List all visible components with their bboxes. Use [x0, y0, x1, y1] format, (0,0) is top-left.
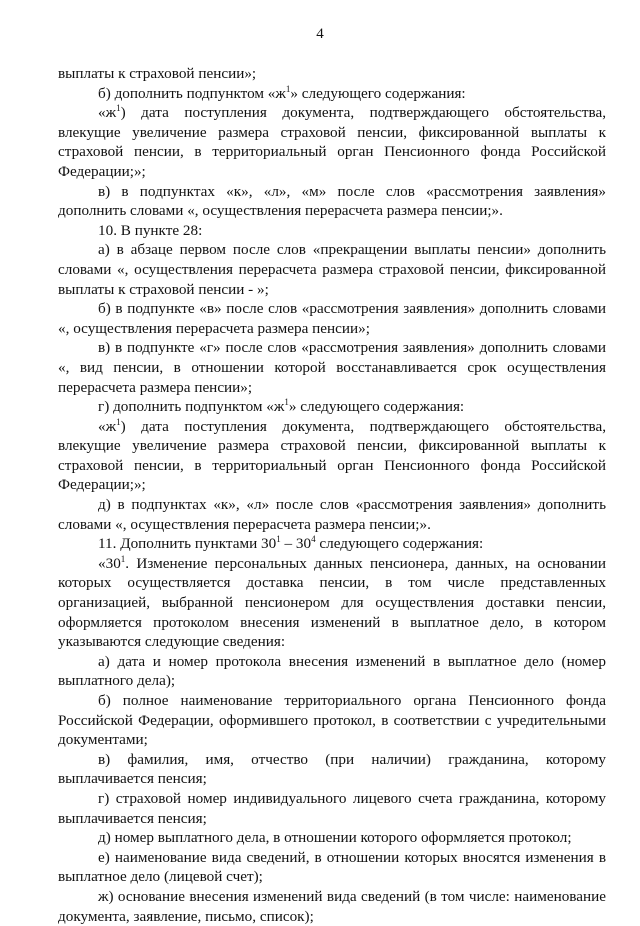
paragraph: в) в подпунктах «к», «л», «м» после слов «рассмотрения заявления» дополнить словами «, осуществления перерасчета размера пенсии;». — [58, 182, 606, 220]
paragraph: д) номер выплатного дела, в отношении которого оформляется протокол; — [98, 829, 572, 847]
document-body — [58, 64, 606, 926]
paragraph: в) фамилия, имя, отчество (при наличии) гражданина, которому выплачивается пенсия; — [58, 750, 606, 788]
paragraph: б) в подпункте «в» после слов «рассмотрения заявления» дополнить словами «, осуществления перерасчета размера пенсии»; — [58, 300, 606, 337]
paragraph: е) наименование вида сведений, в отношении которых вносятся изменения в выплатное дело (лицевой счет); — [58, 848, 606, 886]
paragraph: выплаты к страховой пенсии»; — [58, 65, 257, 82]
paragraph: б) полное наименование территориального органа Пенсионного фонда Российской Федерации, оформившего протокол, в соответствии с учредительными документами; — [58, 692, 606, 749]
paragraph: «$ж^1$) дата поступления документа, подтверждающего обстоятельства, влекущие увеличение размера страховой пенсии, фиксированной выплаты к страховой пенсии, в территориальный орган Пенсионного фонда Российской Федерации;»; — [58, 103, 606, 180]
paragraph: в) в подпункте «г» после слов «рассмотрения заявления» дополнить словами «, вид пенсии, в отношении которой восстанавливается срок осуществления перерасчета размера пенсии»; — [58, 339, 606, 396]
paragraph: д) в подпунктах «к», «л» после слов «рассмотрения заявления» дополнить словами «, осуществления перерасчета размера пенсии;». — [58, 496, 606, 533]
paragraph: г) страховой номер индивидуального лицевого счета гражданина, которому выплачивается пенсия; — [58, 789, 606, 827]
paragraph: г) дополнить подпунктом «$ж^1$» следующего содержания: — [98, 397, 465, 416]
paragraph: «$ж^1$) дата поступления документа, подтверждающего обстоятельства, влекущие увеличение размера страховой пенсии, фиксированной выплаты к страховой пенсии, в территориальный орган Пенсионного фонда Российской Федерации;»; — [58, 416, 606, 494]
paragraph: «$30^1$. Изменение персональных данных пенсионера, данных, на основании которых осуществляется доставка пенсии, в том числе представленных организацией, выбранной пенсионером для осуществления доставки пенсии, оформляется протоколом внесения изменений в выплатное дело, в котором указываются следующие сведения: — [58, 553, 606, 651]
paragraph: а) в абзаце первом после слов «прекращении выплаты пенсии» дополнить словами «, осуществления перерасчета размера страховой пенсии, фиксированной выплаты к страховой пенсии - »; — [58, 241, 606, 298]
paragraph: 10. В пункте 28: — [98, 221, 203, 239]
paragraph: б) дополнить подпунктом «$ж^1$» следующего содержания: — [98, 83, 466, 102]
paragraph: 11. Дополнить пунктами $30^1 - 30^4$ следующего содержания: — [98, 534, 484, 553]
paragraph: ж) основание внесения изменений вида сведений (в том числе: наименование документа, заявление, письмо, список); — [58, 887, 606, 925]
paragraph: а) дата и номер протокола внесения изменений в выплатное дело (номер выплатного дела); — [58, 652, 606, 690]
page-number: 4 — [316, 26, 324, 42]
